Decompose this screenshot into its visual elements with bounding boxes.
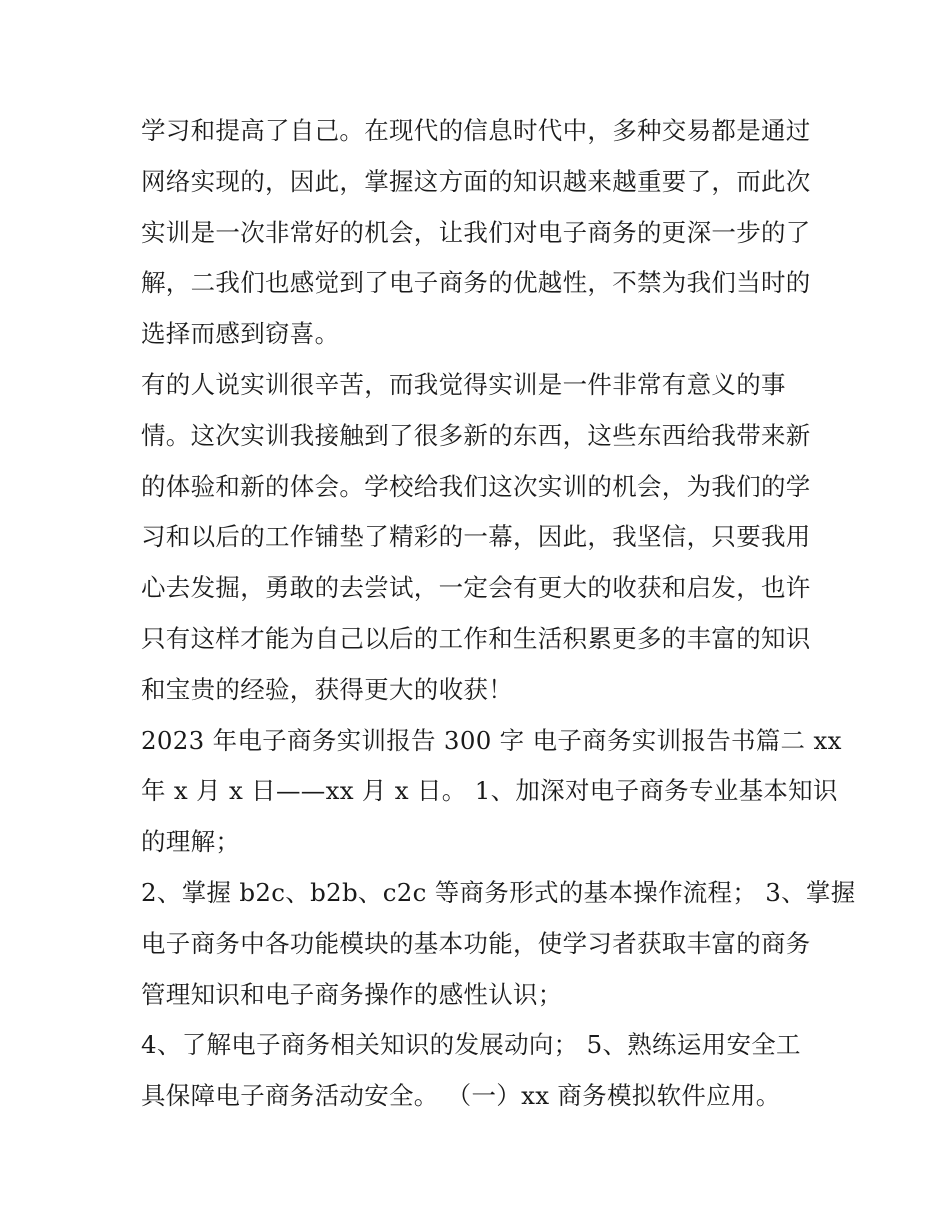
text-line: 电子商务中各功能模块的基本功能，使学习者获取丰富的商务 bbox=[141, 928, 811, 958]
text-line: 2023 年电子商务实训报告 300 字 电子商务实训报告书篇二 xx bbox=[141, 725, 842, 755]
text-line: 管理知识和电子商务操作的感性认识； bbox=[141, 979, 563, 1009]
text-line: 只有这样才能为自己以后的工作和生活积累更多的丰富的知识 bbox=[141, 623, 811, 653]
text-line: 具保障电子商务活动安全。 （一）xx 商务模拟软件应用。 bbox=[141, 1081, 781, 1111]
text-line: 有的人说实训很辛苦，而我觉得实训是一件非常有意义的事 bbox=[141, 369, 786, 399]
paragraph-2 bbox=[141, 360, 821, 716]
text-line: 选择而感到窃喜。 bbox=[141, 319, 340, 349]
paragraph-5 bbox=[141, 1020, 821, 1122]
text-line: 的体验和新的体会。学校给我们这次实训的机会，为我们的学 bbox=[141, 471, 811, 501]
text-line: 4、了解电子商务相关知识的发展动向； 5、熟练运用安全工 bbox=[141, 1030, 801, 1060]
paragraph-3 bbox=[141, 716, 842, 868]
text-line: 习和以后的工作铺垫了精彩的一幕，因此，我坚信，只要我用 bbox=[141, 522, 811, 552]
text-line: 实训是一次非常好的机会，让我们对电子商务的更深一步的了 bbox=[141, 217, 811, 247]
document-body bbox=[141, 106, 856, 1122]
text-line: 情。这次实训我接触到了很多新的东西，这些东西给我带来新 bbox=[141, 420, 811, 450]
text-line: 2、掌握 b2c、b2b、c2c 等商务形式的基本操作流程； 3、掌握 bbox=[141, 877, 856, 907]
text-line: 年 x 月 x 日——xx 月 x 日。 1、加深对电子商务专业基本知识 bbox=[141, 776, 838, 806]
text-line: 的理解； bbox=[141, 827, 241, 857]
text-line: 网络实现的，因此，掌握这方面的知识越来越重要了，而此次 bbox=[141, 166, 811, 196]
text-line: 心去发掘，勇敢的去尝试，一定会有更大的收获和启发，也许 bbox=[141, 573, 811, 603]
paragraph-1 bbox=[141, 106, 821, 360]
text-line: 解，二我们也感觉到了电子商务的优越性，不禁为我们当时的 bbox=[141, 268, 811, 298]
paragraph-4 bbox=[141, 868, 856, 1020]
text-line: 和宝贵的经验，获得更大的收获！ bbox=[141, 674, 513, 704]
text-line: 学习和提高了自己。在现代的信息时代中，多种交易都是通过 bbox=[141, 116, 811, 145]
